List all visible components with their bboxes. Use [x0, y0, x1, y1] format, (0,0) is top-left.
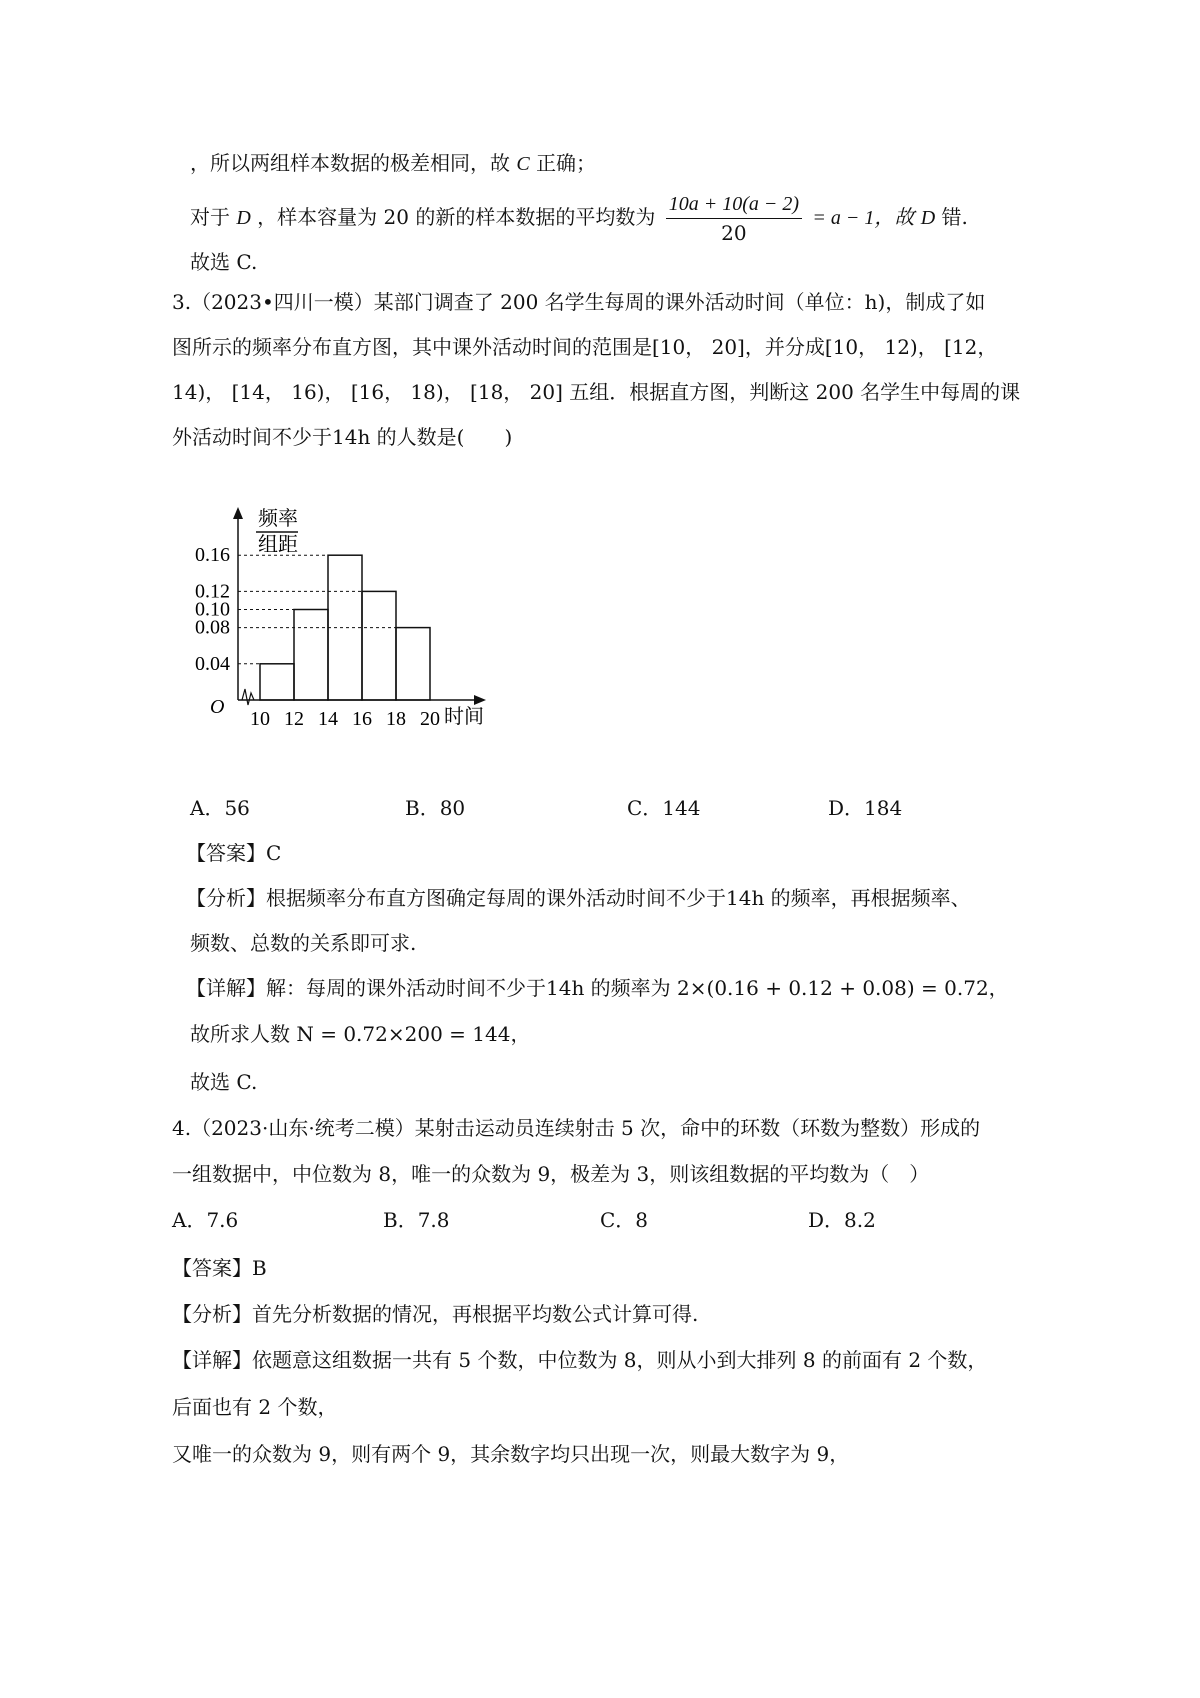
y-tick-label: 0.08	[195, 616, 230, 639]
question-4-line-2: 一组数据中，中位数为 8，唯一的众数为 9，极差为 3，则该组数据的平均数为（ ）	[172, 1162, 930, 1186]
text-line	[190, 149, 596, 178]
q3-detail-line-1: 【详解】解：每周的课外活动时间不少于14h 的频率为 2×(0.16 + 0.12 + 0.08) = 0.72，	[186, 976, 1009, 1000]
text-segment: 正确；	[536, 151, 597, 175]
x-axis-arrow	[474, 695, 486, 705]
q3-analysis-line-1: 【分析】根据频率分布直方图确定每周的课外活动时间不少于14h 的频率，再根据频率、	[186, 886, 971, 910]
y-tick-label: 0.04	[195, 652, 230, 675]
option-variable: D	[920, 207, 936, 229]
y-axis-arrow	[233, 507, 243, 519]
histogram-bar	[362, 591, 396, 700]
y-tick-label: 0.16	[195, 544, 230, 567]
q3-choose: 故选 C.	[190, 1070, 258, 1094]
text-line	[190, 192, 968, 245]
chart-axes	[210, 507, 486, 728]
fraction-numerator: 10a + 10(a − 2)	[666, 192, 802, 219]
question-3-line-3: 14)， [14， 16)， [16， 18)， [18， 20] 五组．根据直方图，判断这 200 名学生中每周的课	[172, 380, 1021, 404]
x-axis-label: 时间	[444, 706, 484, 728]
x-tick-label: 20	[420, 708, 440, 730]
question-3-line-4: 外活动时间不少于14h 的人数是( )	[172, 425, 513, 449]
q3-detail-line-2: 故所求人数 N = 0.72×200 = 144，	[190, 1022, 531, 1046]
text-segment: 对于	[190, 205, 230, 229]
text-segment: ，样本容量为 20 的新的样本数据的平均数为	[257, 205, 656, 229]
x-tick-label: 16	[352, 708, 372, 730]
histogram-bar	[396, 628, 430, 700]
q4-detail-line-2: 后面也有 2 个数，	[172, 1395, 338, 1419]
fraction	[666, 192, 802, 245]
q3-answer: 【答案】C	[186, 841, 282, 865]
x-tick-label: 10	[250, 708, 270, 730]
chart-marks	[195, 544, 440, 730]
option-b: B．80	[405, 796, 466, 820]
histogram-bar	[294, 610, 328, 701]
conclusion: 故选 C.	[190, 250, 258, 274]
option-c: C．144	[627, 796, 701, 820]
question-4-line-1: 4.（2023·山东·统考二模）某射击运动员连续射击 5 次，命中的环数（环数为整数）形成的	[172, 1116, 981, 1140]
option-variable: D	[236, 207, 251, 229]
y-axis-label-bottom: 组距	[258, 534, 298, 556]
histogram-bar	[260, 664, 294, 700]
histogram-bar	[328, 555, 362, 700]
question-3-line-1: 3.（2023•四川一模）某部门调查了 200 名学生每周的课外活动时间（单位：h)，制成了如	[172, 290, 986, 314]
y-tick-label: 0.10	[195, 598, 230, 621]
option-variable: C	[516, 153, 530, 175]
option-a: A．56	[190, 796, 250, 820]
fraction-denominator: 20	[721, 221, 747, 245]
question-3-line-2: 图所示的频率分布直方图，其中课外活动时间的范围是[10， 20]，并分成[10， 12)， [12，	[172, 335, 998, 359]
frequency-histogram	[190, 505, 530, 765]
option-d: D．184	[828, 796, 903, 820]
x-tick-label: 18	[386, 708, 406, 730]
q4-detail-line-3: 又唯一的众数为 9，则有两个 9，其余数字均只出现一次，则最大数字为 9，	[172, 1442, 850, 1466]
text-segment: 错.	[941, 205, 968, 229]
x-tick-label: 14	[318, 708, 338, 730]
q3-analysis-line-2: 频数、总数的关系即可求.	[190, 931, 417, 955]
formula-result: = a − 1，故	[812, 207, 915, 229]
axis-break-mark	[242, 689, 254, 705]
q4-option-b: B．7.8	[383, 1208, 450, 1232]
q4-analysis: 【分析】首先分析数据的情况，再根据平均数公式计算可得.	[172, 1302, 699, 1326]
q4-option-a: A．7.6	[172, 1208, 239, 1232]
q4-option-d: D．8.2	[808, 1208, 876, 1232]
text-segment: ，所以两组样本数据的极差相同，故	[190, 151, 510, 175]
x-tick-label: 12	[284, 708, 304, 730]
q4-detail-line-1: 【详解】依题意这组数据一共有 5 个数，中位数为 8，则从小到大排列 8 的前面有 2 个数，	[172, 1348, 988, 1372]
origin-label: O	[210, 696, 225, 718]
q4-option-c: C．8	[600, 1208, 649, 1232]
y-tick-label: 0.12	[195, 580, 230, 603]
y-axis-label-top: 频率	[258, 508, 298, 530]
q4-answer: 【答案】B	[172, 1256, 267, 1280]
